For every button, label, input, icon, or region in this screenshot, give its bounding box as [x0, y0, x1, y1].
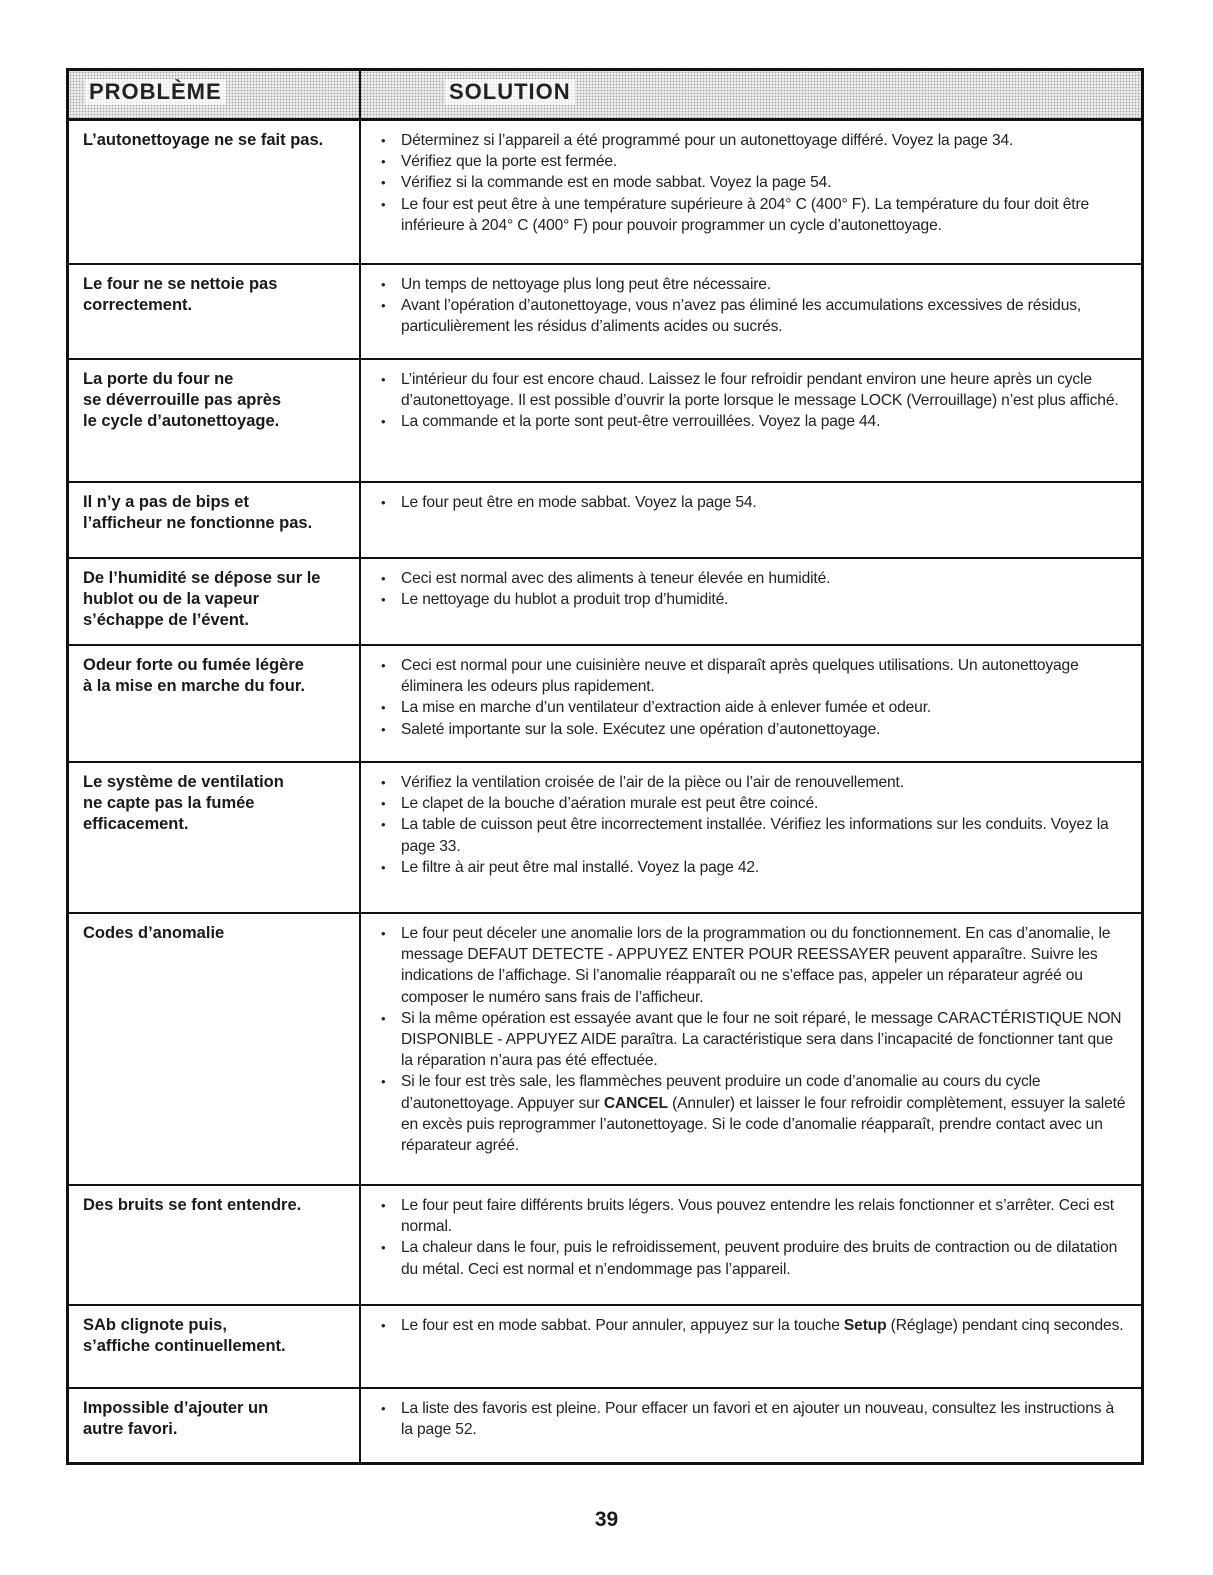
- problem-cell: Le système de ventilation ne capte pas la fumée efficacement.: [69, 763, 361, 912]
- solution-item: • Si la même opération est essayée avant que le four ne soit réparé, le message CARACTÉRISTIQUE NON DISPONIBLE - APPUYEZ AIDE paraîtra. La caractéristique sera dans l’incapacité de fonctionner tant que la réparation n’aura pas été effectuée.: [379, 1008, 1127, 1072]
- solution-cell: [361, 646, 1141, 761]
- problem-cell: Il n’y a pas de bips et l’afficheur ne fonctionne pas.: [69, 483, 361, 557]
- solution-item: • Le four peut faire différents bruits légers. Vous pouvez entendre les relais fonctionner et s’arrêter. Ceci est normal.: [379, 1195, 1127, 1237]
- key-name: Setup: [843, 1317, 887, 1334]
- solution-column-header: [361, 71, 1141, 118]
- solution-item: • Ceci est normal pour une cuisinière neuve et disparaît après quelques utilisations. Un autonettoyage éliminera les odeurs plus rapidement.: [379, 655, 1127, 697]
- problem-column-header: [69, 71, 361, 118]
- table-row: [69, 914, 1141, 1186]
- table-row: [69, 1306, 1141, 1389]
- solution-item: • La mise en marche d’un ventilateur d’extraction aide à enlever fumée et odeur.: [379, 697, 1127, 718]
- solution-item: • Le four est peut être à une température supérieure à 204° C (400° F). La température du four doit être inférieure à 204° C (400° F) pour pouvoir programmer un cycle d’autonettoyage.: [379, 194, 1127, 236]
- problem-cell: De l’humidité se dépose sur le hublot ou de la vapeur s’échappe de l’évent.: [69, 559, 361, 644]
- problem-cell: Impossible d’ajouter un autre favori.: [69, 1389, 361, 1462]
- solution-item: • Vérifiez que la porte est fermée.: [379, 151, 1127, 172]
- problem-cell: Odeur forte ou fumée légère à la mise en marche du four.: [69, 646, 361, 761]
- solution-list: [379, 492, 1127, 513]
- table-row: [69, 265, 1141, 360]
- solution-item: • La liste des favoris est pleine. Pour effacer un favori et en ajouter un nouveau, consultez les instructions à la page 52.: [379, 1398, 1127, 1440]
- solution-item: • Ceci est normal avec des aliments à teneur élevée en humidité.: [379, 568, 1127, 589]
- solution-cell: [361, 1389, 1141, 1462]
- solution-list: [379, 1315, 1127, 1336]
- solution-item: • Le nettoyage du hublot a produit trop d’humidité.: [379, 589, 1127, 610]
- solution-item: • Si le four est très sale, les flammèches peuvent produire un code d’anomalie au cours du cycle d’autonettoyage. Appuyer sur CANCEL (Annuler) et laisser le four refroidir complètement, essuyer la saleté en excès puis reprogrammer l’autonettoyage. Si le code d’anomalie réapparaît, prendre contact avec un réparateur agréé.: [379, 1071, 1127, 1156]
- solution-item: • L’intérieur du four est encore chaud. Laissez le four refroidir pendant environ une heure après un cycle d’autonettoyage. Il est possible d’ouvrir la porte lorsque le message LOCK (Verrouillage) n’est plus affiché.: [379, 369, 1127, 411]
- solution-cell: [361, 763, 1141, 912]
- solution-item: • Déterminez si l’appareil a été programmé pour un autonettoyage différé. Voyez la page 34.: [379, 130, 1127, 151]
- solution-item: • Un temps de nettoyage plus long peut être nécessaire.: [379, 274, 1127, 295]
- solution-item: • Vérifiez si la commande est en mode sabbat. Voyez la page 54.: [379, 172, 1127, 193]
- problem-cell: Codes d’anomalie: [69, 914, 361, 1184]
- solution-list: [379, 1398, 1127, 1440]
- solution-list: [379, 772, 1127, 878]
- problem-header-label: PROBLÈME: [85, 79, 226, 105]
- table-row: [69, 121, 1141, 265]
- solution-item: • Le four peut être en mode sabbat. Voyez la page 54.: [379, 492, 1127, 513]
- solution-list: [379, 568, 1127, 610]
- table-row: [69, 646, 1141, 763]
- solution-list: [379, 369, 1127, 433]
- solution-cell: [361, 360, 1141, 481]
- table-row: [69, 1186, 1141, 1306]
- problem-cell: Le four ne se nettoie pas correctement.: [69, 265, 361, 358]
- solution-cell: [361, 265, 1141, 358]
- solution-cell: [361, 121, 1141, 263]
- solution-item: • Le filtre à air peut être mal installé. Voyez la page 42.: [379, 857, 1127, 878]
- troubleshooting-table: [66, 68, 1144, 1465]
- solution-list: [379, 130, 1127, 236]
- table-row: [69, 763, 1141, 914]
- solution-item: • Le clapet de la bouche d’aération murale est peut être coincé.: [379, 793, 1127, 814]
- solution-header-label: SOLUTION: [445, 79, 575, 105]
- page-number: 39: [594, 1508, 619, 1531]
- table-row: [69, 360, 1141, 483]
- solution-item: • Avant l’opération d’autonettoyage, vous n’avez pas éliminé les accumulations excessives de résidus, particulièrement les résidus d’aliments acides ou sucrés.: [379, 295, 1127, 337]
- table-row: [69, 1389, 1141, 1462]
- table-row: [69, 559, 1141, 646]
- solution-item: • Vérifiez la ventilation croisée de l’air de la pièce ou l’air de renouvellement.: [379, 772, 1127, 793]
- problem-cell: L’autonettoyage ne se fait pas.: [69, 121, 361, 263]
- solution-cell: [361, 1186, 1141, 1304]
- solution-list: [379, 655, 1127, 740]
- solution-cell: [361, 1306, 1141, 1387]
- problem-cell: SAb clignote puis, s’affiche continuellement.: [69, 1306, 361, 1387]
- solution-item: • Le four peut déceler une anomalie lors de la programmation ou du fonctionnement. En cas d’anomalie, le message DEFAUT DETECTE - APPUYEZ ENTER POUR REESSAYER peuvent apparaître. Suivre les indications de l’affichage. Si l’anomalie réapparaît ou ne s’efface pas, appeler un réparateur agréé ou composer le numéro sans frais de l’afficheur.: [379, 923, 1127, 1008]
- solution-item: • La chaleur dans le four, puis le refroidissement, peuvent produire des bruits de contraction ou de dilatation du métal. Ceci est normal et n’endommage pas l’appareil.: [379, 1237, 1127, 1279]
- solution-cell: [361, 559, 1141, 644]
- solution-item: • Saleté importante sur la sole. Exécutez une opération d’autonettoyage.: [379, 719, 1127, 740]
- solution-list: [379, 923, 1127, 1156]
- solution-item: • Le four est en mode sabbat. Pour annuler, appuyez sur la touche Setup (Réglage) pendant cinq secondes.: [379, 1315, 1127, 1336]
- table-body: [69, 121, 1141, 1462]
- key-name: CANCEL: [603, 1094, 668, 1112]
- solution-list: [379, 1195, 1127, 1280]
- table-row: [69, 483, 1141, 559]
- solution-item: • La table de cuisson peut être incorrectement installée. Vérifiez les informations sur les conduits. Voyez la page 33.: [379, 814, 1127, 856]
- solution-item: • La commande et la porte sont peut-être verrouillées. Voyez la page 44.: [379, 411, 1127, 432]
- solution-cell: [361, 914, 1141, 1184]
- table-header: [69, 71, 1141, 121]
- solution-list: [379, 274, 1127, 338]
- problem-cell: Des bruits se font entendre.: [69, 1186, 361, 1304]
- problem-cell: La porte du four ne se déverrouille pas après le cycle d’autonettoyage.: [69, 360, 361, 481]
- solution-cell: [361, 483, 1141, 557]
